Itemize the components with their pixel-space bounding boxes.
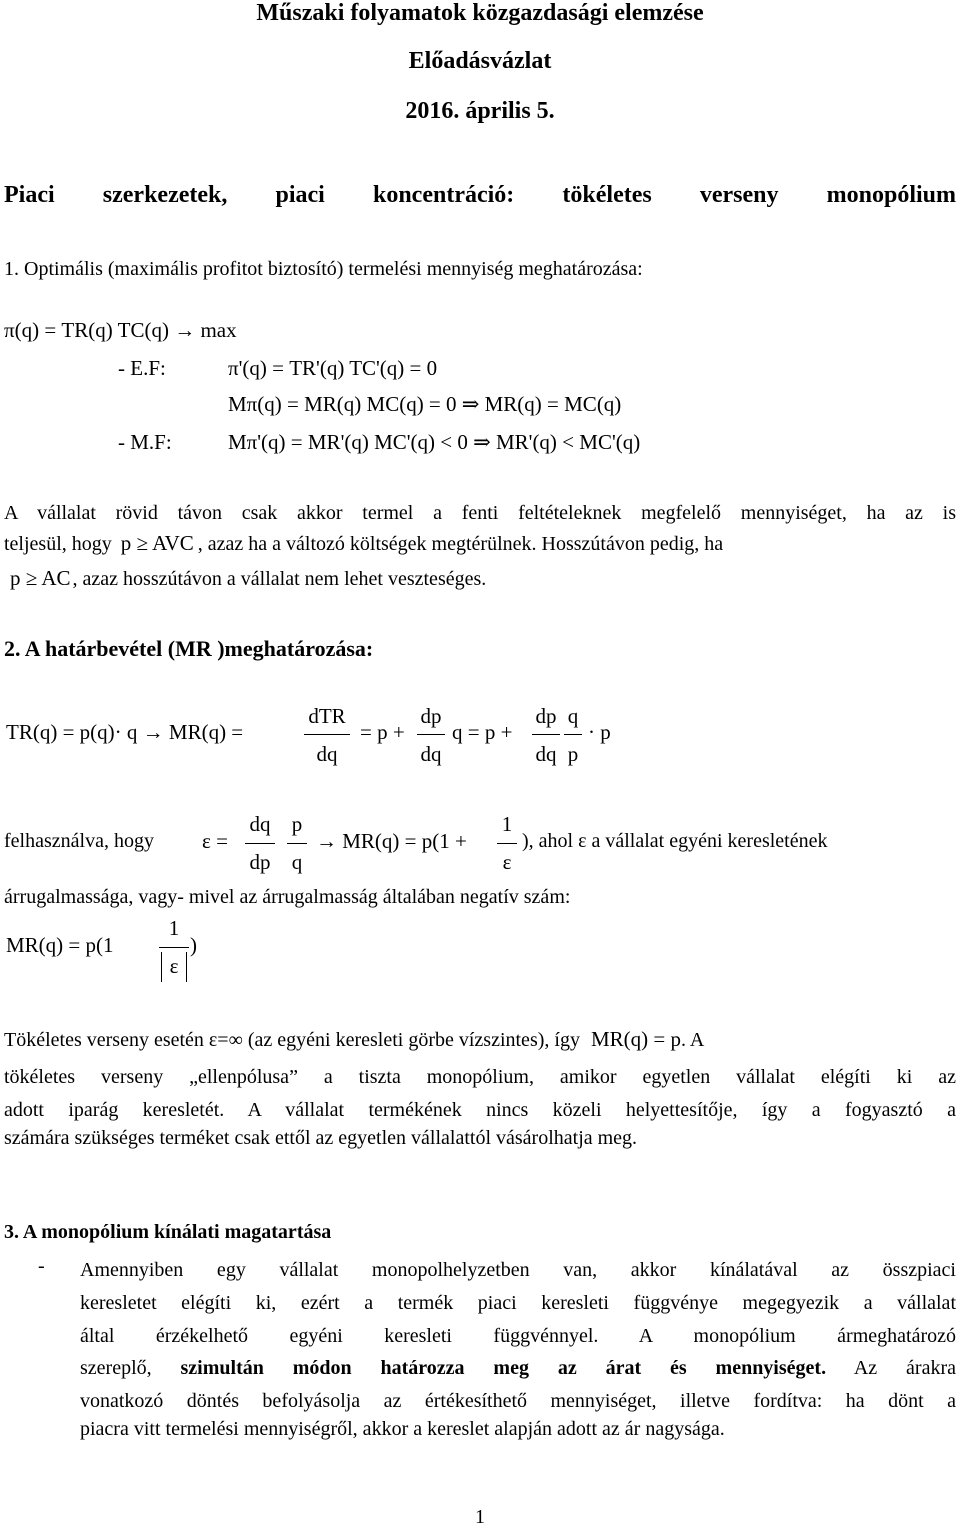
mr-equation-mid: q = p + [452,720,513,744]
fraction-denominator: dq [316,742,338,766]
paragraph-text: Tökéletes verseny esetén ε=∞ (az egyéni keresleti görbe vízszintes), így [4,1029,580,1051]
paragraph-line [80,1352,956,1385]
fraction-bar [417,734,445,735]
ef-equation-2: Mπ(q) = MR(q) MC(q) = 0 ⇒ MR(q) = MC(q) [228,392,622,416]
topic-heading: Piaci szerkezetek, piaci koncentráció: tökéletes verseny monopólium [4,182,956,208]
paragraph-text: , azaz hosszútávon a vállalat nem lehet veszteséges. [72,568,487,590]
lecture-date: 2016. április 5. [405,98,555,124]
ac-condition: p ≥ AC [10,566,71,590]
mr-elasticity-formula: → MR(q) = p(1 + [316,829,467,853]
fraction-denominator: dq [535,742,557,766]
fraction-bar [497,843,517,844]
fraction-numerator: dp [535,704,557,728]
bullet-dash: - [38,1255,45,1277]
mr-equation-mid: = p + [360,720,405,744]
fraction-numerator: 1 [501,812,513,836]
paragraph-line [4,531,723,556]
epsilon-definition: ε = [202,829,228,853]
section1-heading: 1. Optimális (maximális profitot biztosító) termelési mennyiség meghatározása: [4,258,643,280]
mf-label: - M.F: [118,430,172,454]
paragraph-text: , azaz ha a változó költségek megtérülnek. Hosszútávon pedig, ha [197,533,724,555]
elasticity-suffix: ), ahol ε a vállalat egyéni keresletének [522,830,828,852]
elasticity-prefix: felhasználva, hogy [4,830,154,852]
fraction-denominator: dp [249,850,271,874]
bold-emphasis: szimultán módon határozza meg az árat és mennyiséget. [180,1357,827,1379]
section2-heading: 2. A határbevétel (MR )meghatározása: [4,636,374,661]
mr-absolute-lhs: MR(q) = p(1 [6,933,114,957]
paragraph-line: piacra vitt termelési mennyiségről, akkor a kereslet alapján adott az ár nagysága. [80,1418,725,1440]
ef-equation-1: π'(q) = TR'(q) TC'(q) = 0 [228,356,438,380]
mr-equation-lhs: TR(q) = p(q)· q → MR(q) = [6,720,244,744]
paragraph-text: szereplő, [80,1357,152,1379]
fraction-bar [159,947,189,948]
fraction-bar [564,734,582,735]
fraction-numerator: 1 [168,916,180,940]
mr-absolute-end: ) [190,933,197,957]
paragraph-line: vonatkozó döntés befolyásolja az értékesíthető mennyiséget, illetve fordítva: ha dönt a [80,1390,956,1412]
paragraph-text: teljesül, hogy [4,533,112,555]
paragraph-text: . A [680,1029,705,1051]
document-title: Műszaki folyamatok közgazdasági elemzése [256,0,704,26]
fraction-denominator: ε [169,954,179,978]
ef-label: - E.F: [118,356,166,380]
fraction-bar [287,843,307,844]
paragraph-line: által érzékelhető egyéni keresleti függvénnyel. A monopólium ármeghatározó [80,1325,956,1347]
fraction-denominator: dq [420,742,442,766]
mr-equals-p: MR(q) = p [590,1027,681,1051]
fraction-numerator: p [291,812,303,836]
fraction-numerator: q [567,704,579,728]
mr-equation-end: · p [588,720,611,744]
fraction-denominator: ε [502,850,512,874]
paragraph-line: tökéletes verseny „ellenpólusa” a tiszta monopólium, amikor egyetlen vállalat elégíti ki az [4,1066,956,1088]
paragraph-line: számára szükséges terméket csak ettől az egyetlen vállalattól vásárolhatja meg. [4,1127,638,1149]
fraction-bar [245,843,275,844]
paragraph-line: keresletet elégíti ki, ezért a termék piaci keresleti függvénye megegyezik a vállalat [80,1292,956,1314]
document-subtitle: Előadásvázlat [408,48,552,74]
fraction-numerator: dTR [308,704,346,728]
mf-equation: Mπ'(q) = MR'(q) MC'(q) < 0 ⇒ MR'(q) < MC'(q) [228,430,641,454]
fraction-denominator: q [291,850,303,874]
fraction-bar [532,734,560,735]
paragraph-text: Az árakra [853,1357,957,1379]
avc-condition: p ≥ AVC [120,531,194,555]
elasticity-note: árrugalmassága, vagy- mivel az árrugalmasság általában negatív szám: [4,886,571,908]
section3-heading: 3. A monopólium kínálati magatartása [4,1221,332,1243]
paragraph-line: A vállalat rövid távon csak akkor termel a fenti feltételeknek megfelelő mennyiséget, ha az is [4,502,956,524]
fraction-bar [304,734,350,735]
page-number: 1 [475,1506,485,1528]
profit-equation: π(q) = TR(q) TC(q) → max [4,318,237,342]
paragraph-line [10,566,486,591]
fraction-numerator: dq [249,812,271,836]
paragraph-line: adott iparág keresletét. A vállalat termékének nincs közeli helyettesítője, így a fogyasztó a [4,1099,956,1121]
fraction-denominator: p [567,742,579,766]
paragraph-line: Amennyiben egy vállalat monopolhelyzetben van, akkor kínálatával az összpiaci [80,1259,956,1281]
paragraph-line [4,1027,956,1052]
fraction-numerator: dp [420,704,442,728]
